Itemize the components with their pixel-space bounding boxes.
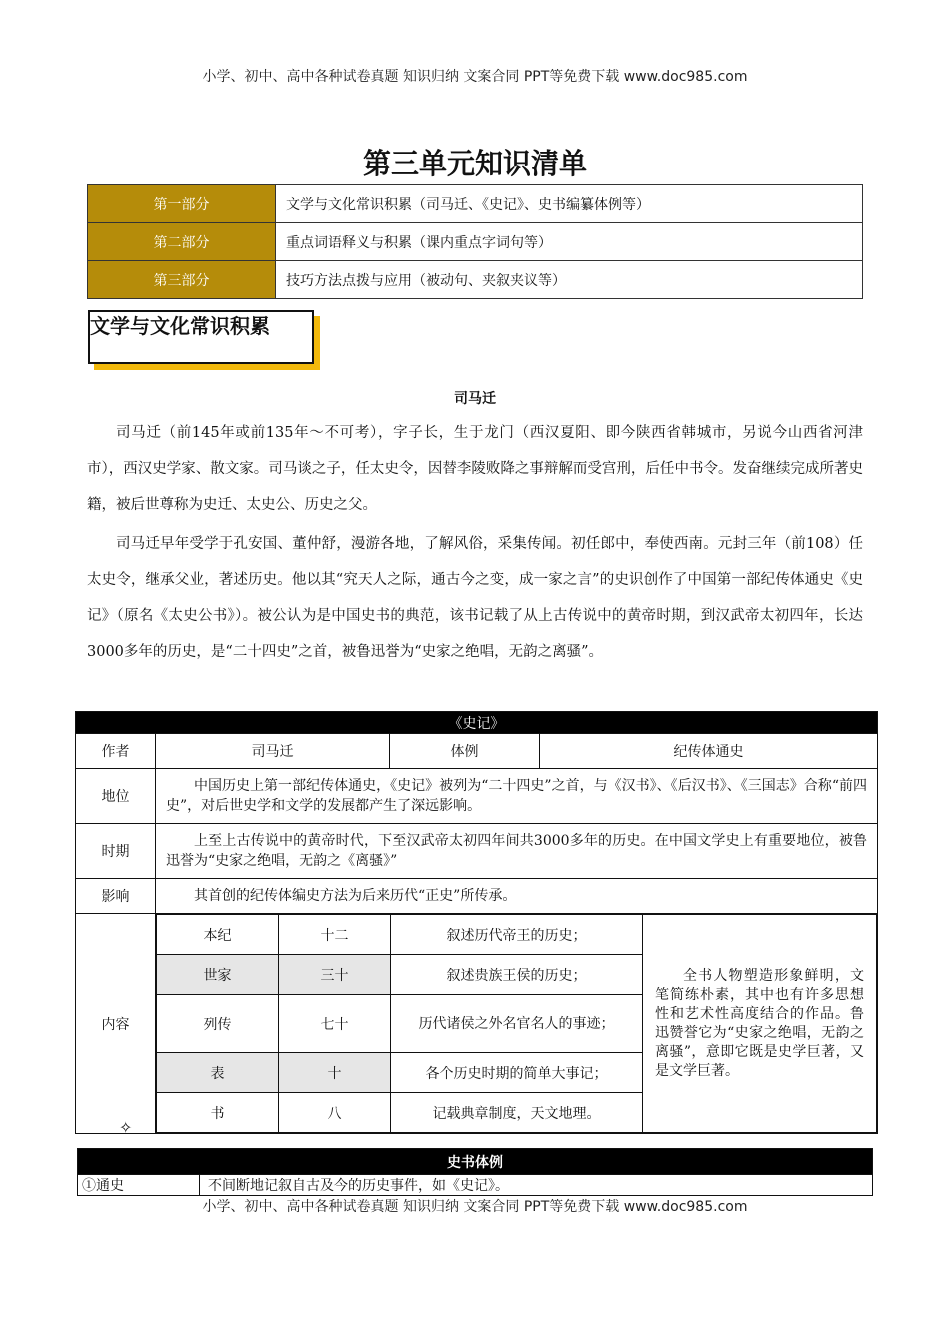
page-header: 小学、初中、高中各种试卷真题 知识归纳 文案合同 PPT等免费下载 www.doc985.com	[202, 69, 748, 85]
period-text: 上至上古传说中的黄帝时代，下至汉武帝太初四年间共3000多年的历史。在中国文学史上有重要地位，被鲁迅誉为“史家之绝唱，无韵之《离骚》”	[156, 824, 878, 879]
table-row	[76, 879, 878, 914]
overview-row	[88, 185, 863, 223]
shiji-table	[75, 711, 878, 1134]
section-title-box	[88, 310, 314, 364]
overview-label: 第二部分	[88, 223, 276, 261]
row-label: 影响	[76, 879, 156, 914]
content-count: 八	[279, 1093, 391, 1133]
row-label: 地位	[76, 769, 156, 824]
content-name: 本纪	[157, 915, 279, 955]
table-row	[78, 1175, 873, 1196]
section-title: 文学与文化常识积累	[90, 314, 270, 338]
diamond-icon: ✧	[119, 1118, 133, 1137]
table-header-row	[76, 712, 878, 734]
tili-desc: 不间断地记叙自古及今的历史事件，如《史记》。	[200, 1175, 873, 1196]
row-label: 内容	[76, 914, 156, 1134]
content-name: 世家	[157, 955, 279, 995]
style-value: 纪传体通史	[540, 734, 878, 769]
content-name: 书	[157, 1093, 279, 1133]
tili-name: ①通史	[78, 1175, 200, 1196]
content-count: 十	[279, 1053, 391, 1093]
content-desc: 各个历史时期的简单大事记；	[391, 1053, 643, 1093]
content-count: 十二	[279, 915, 391, 955]
overview-row	[88, 261, 863, 299]
overview-table	[87, 184, 863, 299]
content-note: 全书人物塑造形象鲜明，文笔简练朴素，其中也有许多思想性和艺术性高度结合的作品。鲁迅赞誉它为“史家之绝唱，无韵之离骚”，意即它既是史学巨著，又是文学巨著。	[643, 915, 877, 1133]
row-label: 时期	[76, 824, 156, 879]
paragraph: 司马迁早年受学于孔安国、董仲舒，漫游各地，了解风俗，采集传闻。初任郎中，奉使西南。元封三年（前108）任太史令，继承父业，著述历史。他以其“究天人之际，通古今之变，成一家之言”的史识创作了中国第一部纪传体通史《史记》（原名《太史公书》）。被公认为是中国史书的典范，该书记载了从上古传说中的黄帝时期，到汉武帝太初四年，长达3000多年的历史，是“二十四史”之首，被鲁迅誉为“史家之绝唱，无韵之离骚”。	[87, 536, 863, 660]
content-desc: 记载典章制度，天文地理。	[391, 1093, 643, 1133]
overview-label: 第三部分	[88, 261, 276, 299]
status-text: 中国历史上第一部纪传体通史，《史记》被列为“二十四史”之首，与《汉书》、《后汉书》、《三国志》合称“前四史”，对后世史学和文学的发展都产生了深远影响。	[156, 769, 878, 824]
overview-value: 重点词语释义与积累（课内重点字词句等）	[276, 223, 863, 261]
style-label: 体例	[390, 734, 540, 769]
table-row	[76, 734, 878, 769]
content-cell	[156, 914, 878, 1134]
content-desc: 历代诸侯之外名官名人的事迹；	[391, 995, 643, 1053]
content-name: 列传	[157, 995, 279, 1053]
content-count: 三十	[279, 955, 391, 995]
content-row	[157, 915, 877, 955]
table-row	[76, 769, 878, 824]
page-footer: 小学、初中、高中各种试卷真题 知识归纳 文案合同 PPT等免费下载 www.doc985.com	[202, 1199, 748, 1215]
table-row	[76, 824, 878, 879]
tili-table	[77, 1148, 873, 1196]
subheading: 司马迁	[454, 391, 496, 407]
content-table	[156, 914, 877, 1133]
content-count: 七十	[279, 995, 391, 1053]
content-desc: 叙述历代帝王的历史；	[391, 915, 643, 955]
table-caption: 史书体例	[78, 1149, 873, 1175]
table-row	[76, 914, 878, 1134]
overview-value: 文学与文化常识积累（司马迁、《史记》、史书编纂体例等）	[276, 185, 863, 223]
overview-label: 第一部分	[88, 185, 276, 223]
author-value: 司马迁	[156, 734, 390, 769]
page-title: 第三单元知识清单	[362, 147, 587, 180]
overview-value: 技巧方法点拨与应用（被动句、夹叙夹议等）	[276, 261, 863, 299]
table-header-row	[78, 1149, 873, 1175]
row-label: 作者	[76, 734, 156, 769]
overview-row	[88, 223, 863, 261]
table-caption: 《史记》	[76, 712, 878, 734]
influence-text: 其首创的纪传体编史方法为后来历代“正史”所传承。	[156, 879, 878, 914]
paragraph: 司马迁（前145年或前135年～不可考），字子长，生于龙门（西汉夏阳、即今陕西省韩城市，另说今山西省河津市），西汉史学家、散文家。司马谈之子，任太史令，因替李陵败降之事辩解而受宫刑，后任中书令。发奋继续完成所著史籍，被后世尊称为史迁、太史公、历史之父。	[87, 425, 863, 513]
content-name: 表	[157, 1053, 279, 1093]
content-desc: 叙述贵族王侯的历史；	[391, 955, 643, 995]
